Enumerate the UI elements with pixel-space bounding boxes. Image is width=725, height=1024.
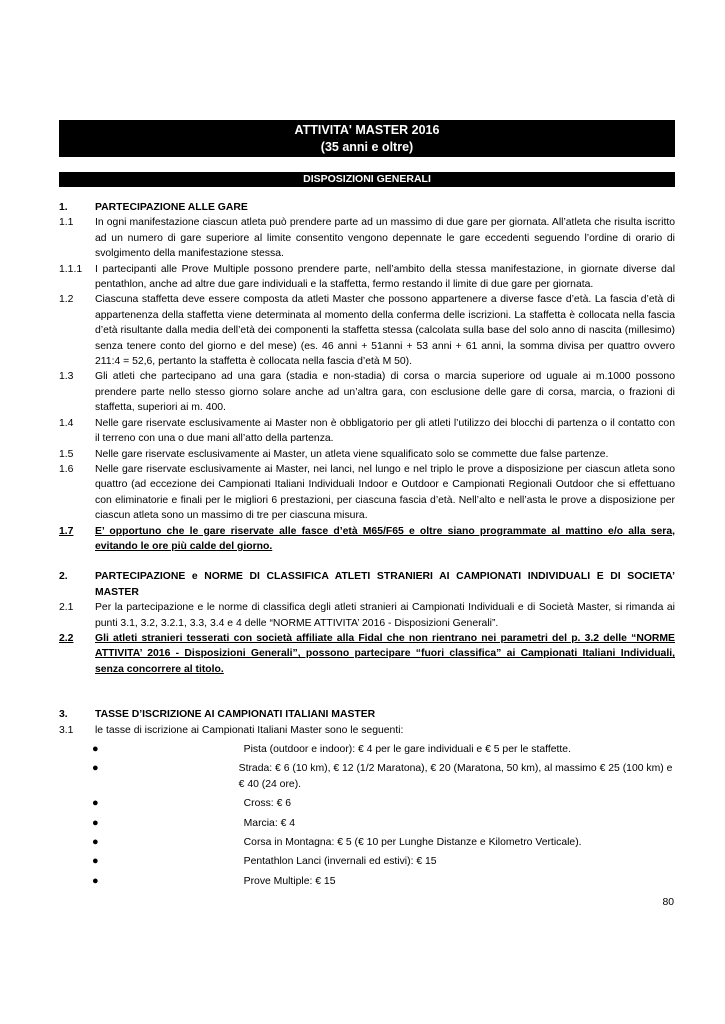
page-subtitle: (35 anni e oltre): [320, 140, 414, 154]
fee-text: Prove Multiple: € 15: [243, 875, 336, 887]
page-number: 80: [662, 897, 674, 908]
title-banner: [59, 120, 675, 157]
paragraph-number: 2.1: [59, 602, 74, 614]
paragraph-number: 1.1.1: [59, 263, 83, 275]
paragraph-2-2: [59, 631, 675, 677]
fee-text: Cross: € 6: [243, 798, 292, 810]
section-title: TASSE D’ISCRIZIONE AI CAMPIONATI ITALIANI MASTER: [95, 709, 376, 721]
section-number: 2.: [59, 571, 68, 583]
paragraph-text: I partecipanti alle Prove Multiple possono prendere parte, nell’ambito della stessa manifestazione, in giornate diverse dal pentathlon, anche ad altre due gare individuali e la staffetta, fermo restando il limite di due gare per giornata.: [95, 263, 675, 291]
fee-list-item: [59, 854, 675, 869]
fee-text: Pentathlon Lanci (invernali ed estivi): € 15: [243, 856, 437, 868]
paragraph-number: 1.3: [59, 371, 74, 383]
paragraph-1-1: [59, 215, 675, 261]
section-heading-1: [59, 200, 675, 215]
paragraph-number: 1.6: [59, 463, 74, 475]
paragraph-text: Nelle gare riservate esclusivamente ai Master non è obbligatorio per gli atleti l’utilizzo dei blocchi di partenza o il contatto con il terreno con una o due mani all’atto della partenza.: [95, 417, 675, 445]
bullet-icon: ●: [92, 762, 99, 775]
fee-list-item: [59, 742, 675, 757]
paragraph-number: 1.2: [59, 294, 74, 306]
paragraph-2-1: [59, 600, 675, 631]
section-banner: DISPOSIZIONI GENERALI: [59, 172, 675, 187]
paragraph-number: 2.2: [59, 632, 74, 644]
paragraph-1-3: [59, 369, 675, 415]
paragraph-1-4: [59, 416, 675, 447]
paragraph-text: Gli atleti stranieri tesserati con società affiliate alla Fidal che non rientrano nei parametri del p. 3.2 delle “NORME ATTIVITA’ 2016 - Disposizioni Generali”, possono partecipare “fuori classifica” ai Campionati Italiani Individuali, senza concorrere al titolo.: [95, 632, 675, 675]
section-number: 3.: [59, 709, 68, 721]
paragraph-number: 1.4: [59, 417, 74, 429]
fee-text: Corsa in Montagna: € 5 (€ 10 per Lunghe Distanze e Kilometro Verticale).: [243, 837, 582, 849]
paragraph-text: Nelle gare riservate esclusivamente ai Master, nei lanci, nel lungo e nel triplo le prove a disposizione per ciascun atleta sono quattro (ad eccezione dei Campionati Italiani Individuali Indoor e Outdoor e Campionati Regionali Outdoor che si effettuano con eliminatorie e finali per le migliori 6 prestazioni, per ciascuna fascia d’età. Nell’alto e nell’asta le prove a disposizione per ciascun atleta sono un massimo di tre per ciascuna misura.: [95, 463, 675, 522]
bullet-icon: ●: [92, 797, 99, 810]
fee-text: Pista (outdoor e indoor): € 4 per le gare individuali e € 5 per le staffette.: [243, 744, 571, 755]
paragraph-3-1: [59, 723, 675, 738]
bullet-icon: ●: [92, 836, 99, 849]
paragraph-1-6: [59, 462, 675, 524]
fee-list-item: [59, 816, 675, 831]
section-number: 1.: [59, 202, 68, 213]
bullet-icon: ●: [92, 874, 99, 887]
section-heading-3: [59, 707, 675, 722]
paragraph-number: 1.1: [59, 217, 74, 229]
section-title: PARTECIPAZIONE e NORME DI CLASSIFICA ATLETI STRANIERI AI CAMPIONATI INDIVIDUALI E DI SOCIETA’ MASTER: [95, 571, 675, 598]
paragraph-number: 3.1: [59, 724, 74, 736]
paragraph-text: Nelle gare riservate esclusivamente ai Master, un atleta viene squalificato solo se commette due false partenze.: [95, 448, 609, 460]
bullet-icon: ●: [92, 816, 99, 829]
paragraph-text: Ciascuna staffetta deve essere composta da atleti Master che possono appartenere a diverse fasce d’età. La fascia d’età di appartenenza della staffetta viene determinata al momento della conferma delle iscrizioni. La staffetta è collocata nella fascia d’età risultante dalla media dell’età dei componenti la staffetta stessa (calcolata sulla base del solo anno di nascita (millesimo) senza tenere conto del giorno e del mese) (es. 46 anni + 51anni + 53 anni + 61 anni, la somma divisa per quattro ovvero 211:4 = 52,6, pertanto la staffetta è collocata nella fascia d’età M 50).: [95, 294, 675, 368]
bullet-icon: ●: [92, 743, 99, 755]
paragraph-text: Per la partecipazione e le norme di classifica degli atleti stranieri ai Campionati Individuali e di Società Master, si rimanda ai punti 3.1, 3.2, 3.2.1, 3.3, 3.4 e 4 delle “NORME ATTIVITA’ 2016 - Disposizioni Generali”.: [95, 602, 675, 629]
paragraph-number: 1.7: [59, 525, 74, 537]
fee-text: Marcia: € 4: [243, 817, 296, 829]
paragraph-text: In ogni manifestazione ciascun atleta può prendere parte ad un massimo di due gare per giornata. All’atleta che risulta iscritto ad un numero di gare superiore al limite consentito vengono depennate le gare eccedenti seguendo l’ordine di orario di svolgimento della manifestazione stessa.: [95, 217, 675, 260]
fee-list-item: [59, 796, 675, 811]
fee-text: Strada: € 6 (10 km), € 12 (1/2 Maratona), € 20 (Maratona, 50 km), al massimo € 25 (100 km) e € 40 (24 ore).: [238, 763, 673, 790]
fee-list-item: [59, 835, 675, 850]
bullet-icon: ●: [92, 855, 99, 868]
page-title: ATTIVITA' MASTER 2016: [294, 123, 440, 137]
paragraph-1-5: [59, 447, 675, 462]
paragraph-1-1-1: [59, 262, 675, 293]
paragraph-1-2: [59, 292, 675, 369]
section-title: PARTECIPAZIONE ALLE GARE: [95, 202, 248, 213]
paragraph-number: 1.5: [59, 448, 74, 460]
paragraph-text: Gli atleti che partecipano ad una gara (stadia e non-stadia) di corsa o marcia superiore od uguale ai m.1000 possono prendere parte nello stesso giorno solare anche ad un’altra gara, con esclusione delle gare di corsa, marcia, o frazioni di staffetta, superiori ai m. 400.: [95, 371, 675, 414]
paragraph-text: E’ opportuno che le gare riservate alle fasce d’età M65/F65 e oltre siano programmate al mattino e/o alla sera, evitando le ore più calde del giorno.: [95, 525, 675, 552]
document-body: [59, 200, 675, 893]
paragraph-1-7: [59, 524, 675, 555]
fee-list-item: [59, 874, 675, 889]
paragraph-text: le tasse di iscrizione ai Campionati Italiani Master sono le seguenti:: [95, 724, 404, 736]
fee-list-item: [59, 761, 675, 792]
section-heading-2: [59, 569, 675, 600]
